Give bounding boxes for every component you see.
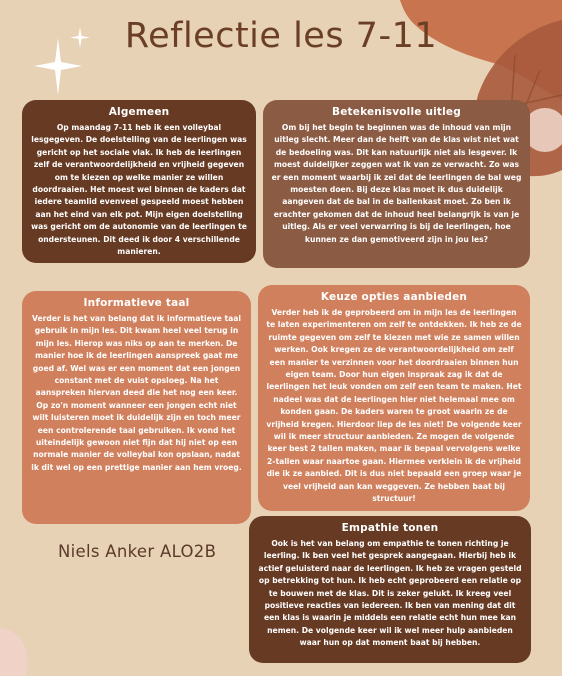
card-betekenisvolle-uitleg xyxy=(263,100,530,268)
card-keuze-opties xyxy=(258,285,530,511)
card-heading: Keuze opties aanbieden xyxy=(320,291,468,303)
card-body: Op maandag 7-11 heb ik een volleybal lesgegeven. De doelstelling van de leerlingen was gericht op het sociale vlak. Ik heb de leerlingen zelf de verantwoordelijkheid en vrijheid gegeven om te kiezen op welke manier ze willen doordraaien. Het moest wel binnen de kaders dat iedere teamlid evenveel gespeeld moest hebben aan het eind van elk pot. Mijn eigen doelstelling was gericht om de autonomie van de leerlingen te ondersteunen. Dit deed ik door 4 verschillende manieren. xyxy=(31,123,247,257)
author-name: Niels Anker ALO2B xyxy=(58,542,217,561)
card-empathie xyxy=(249,516,531,663)
card-heading: Algemeen xyxy=(108,106,170,118)
card-body: Verder is het van belang dat ik informatieve taal gebruik in mijn les. Dit kwam heel veel terug in mijn les. Hierop was niks op aan te merken. De manier hoe ik de leerlingen aanspreek gaat me goed af. Wel was er een moment dat een jongen constant met de vuist opsloeg. Na het aanspreken hiervan deed die het nog een keer. Op zo'n moment wanneer een jongen echt niet wilt luisteren moet ik duidelijk zijn en toch meer een controlerende taal gebruiken. Ik vond het uiteindelijk gewoon niet fijn dat hij niet op een normale manier de volleybal kon opslaan, nadat ik dit wel op een prettige manier aan hem vroeg. xyxy=(31,314,242,472)
card-informatieve-taal xyxy=(22,291,251,524)
card-body: Verder heb ik de geprobeerd om in mijn les de leerlingen te laten experimenteren om zelf te ontdekken. Ik heb ze de ruimte gegeven om zelf te kiezen met wie ze samen willen werken. Ook kregen ze de verantwoordelijkheid om zelf een manier te verzinnen voor het doordraaien binnen hun eigen team. Door hun eigen inspraak zag ik dat de leerlingen het leuk vonden om zelf een team te maken. Het nadeel was dat de leerlingen hier niet helemaal mee om konden gaan. De kaders waren te groot waarin ze de vrijheid kregen. Hierdoor liep de les niet! De volgende keer wil ik meer structuur aanbieden. Ze mogen de volgende keer best 2 tallen maken, maar ik bepaal vervolgens welke 2-tallen waar naartoe gaan. Hiermee verklein ik de vrijheid die ik ze aanbied. Dit is dus niet bepaald een groep waar je veel vrijheid aan kan weggeven. Ze hebben baat bij structuur! xyxy=(266,308,522,504)
page-title: Reflectie les 7-11 xyxy=(124,16,438,56)
card-body: Om bij het begin te beginnen was de inhoud van mijn uitleg slecht. Meer dan de helft van de klas wist niet wat de bedoeling was. Dit kan natuurlijk niet als lesgever. Ik moest duidelijker zeggen wat ik van ze verwacht. Zo was er een moment waarbij ik zei dat de leerlingen de bal weg moesten doen. Bij deze klas moet ik dus duidelijk aangeven dat de bal in de ballenkast moet. Zo ben ik erachter gekomen dat de inhoud heel belangrijk is van je uitleg. Als er veel verwarring is bij de leerlingen, hoe kunnen ze dan gemotiveerd zijn in jou les? xyxy=(271,123,522,244)
card-heading: Informatieve taal xyxy=(83,297,190,309)
pink-blob-shape xyxy=(0,628,28,676)
card-heading: Betekenisvolle uitleg xyxy=(332,106,461,118)
card-algemeen xyxy=(22,100,256,263)
card-body: Ook is het van belang om empathie te tonen richting je leerling. Ik ben veel het gesprek aangegaan. Hierbij heb ik actief geluisterd naar de leerlingen. Ik heb ze vragen gesteld op betrekking tot hun. Ik heb echt geprobeerd een relatie op te bouwen met de klas. Dit is zeker gelukt. Ik kreeg veel positieve reacties van iedereen. Ik ben van mening dat dit een klas is waarin je middels een relatie echt hun mee kan nemen. De volgende keer wil ik wel meer hulp aanbieden waar hun op dat moment baat bij hebben. xyxy=(258,539,522,648)
card-heading: Empathie tonen xyxy=(341,522,439,534)
